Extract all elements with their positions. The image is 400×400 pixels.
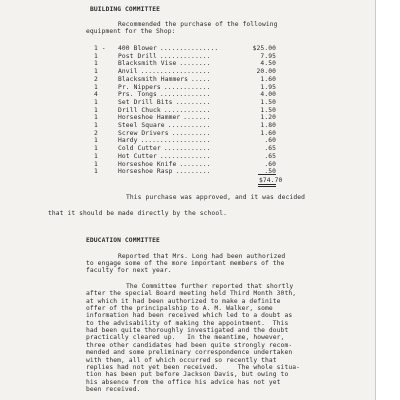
equipment-price: 1.60 <box>260 75 276 83</box>
equipment-item <box>118 114 211 121</box>
equipment-desc: Post Drill <box>118 52 157 60</box>
equipment-qty: 1 <box>94 145 98 153</box>
equipment-qty: 1 <box>94 152 98 160</box>
equipment-leader-dots: ......... <box>175 98 211 106</box>
equipment-qty: 1 <box>94 60 98 68</box>
equipment-item <box>118 76 211 83</box>
education-p2-line: been received. <box>86 385 141 393</box>
equipment-price: 4.00 <box>260 91 276 99</box>
equipment-qty: 1 <box>94 83 98 91</box>
equipment-item <box>118 145 211 152</box>
equipment-leader-dots: ............. <box>159 91 211 99</box>
education-p2-line: information had been received which led to a doubt as <box>86 312 293 320</box>
equipment-price: 4.50 <box>260 60 276 68</box>
education-p2-line: to the advisability of making the appointment. This <box>86 319 289 327</box>
education-p2-line: three other candidates had been quite strongly recom- <box>86 341 293 349</box>
equipment-desc: Blacksmith Vise <box>118 60 177 68</box>
education-p1-line-1: Reported that Mrs. Long had been authorized <box>118 253 286 260</box>
equipment-leader-dots: ......... <box>175 168 211 176</box>
equipment-price: .60 <box>264 160 276 168</box>
education-p2-line: with them, all of which occurred so recently that <box>86 356 277 364</box>
education-p2-line: replies had not yet been received. The whole situa- <box>86 363 301 371</box>
education-p2-line: mended and some preliminary correspondence undertaken <box>86 349 293 357</box>
approval-line-2: that it should be made directly by the school. <box>48 210 227 217</box>
equipment-desc: Blacksmith Hammers <box>118 75 189 83</box>
equipment-item <box>118 91 211 98</box>
building-intro-line-2: equipment for the Shop: <box>86 28 176 35</box>
equipment-qty: 2 <box>94 129 98 137</box>
equipment-total: $74.70 <box>259 177 283 184</box>
equipment-qty: 1 <box>94 68 98 76</box>
equipment-desc: 400 Blower <box>118 45 157 52</box>
equipment-price: 1.50 <box>260 106 276 114</box>
equipment-item <box>118 168 211 175</box>
equipment-leader-dots: ........ <box>179 60 211 68</box>
equipment-price: .65 <box>264 152 276 160</box>
equipment-desc: Set Drill Bits <box>118 98 173 106</box>
equipment-item <box>118 45 218 52</box>
equipment-price: 1.50 <box>260 98 276 106</box>
equipment-price: 1.20 <box>260 114 276 122</box>
education-p2-line: offer of the principalship to A. M. Walker, some <box>86 305 273 313</box>
equipment-desc: Prs. Tongs <box>118 91 157 99</box>
education-p2-line: The Committee further reported that shortly <box>126 283 294 290</box>
equipment-desc: Steel Square <box>118 122 165 129</box>
equipment-leader-dots: ........... <box>167 122 211 129</box>
equipment-leader-dots: ............ <box>163 145 211 153</box>
equipment-leader-dots: .................. <box>140 68 211 76</box>
equipment-leader-dots: ..... <box>191 75 211 83</box>
equipment-qty: 1 <box>94 160 98 168</box>
equipment-leader-dots: ............ <box>163 83 211 91</box>
equipment-leader-dots: ........ <box>179 160 211 168</box>
equipment-price: 7.95 <box>260 52 276 60</box>
equipment-leader-dots: ............. <box>159 52 211 60</box>
equipment-item <box>118 122 211 129</box>
total-rule <box>258 174 276 175</box>
equipment-item <box>118 107 211 114</box>
equipment-desc: Drill Chuck <box>118 106 161 114</box>
equipment-leader-dots: .......... <box>171 129 211 137</box>
total-double-rule <box>258 184 276 187</box>
equipment-item <box>118 53 211 60</box>
equipment-desc: Cold Cutter <box>118 145 161 153</box>
equipment-qty: 1 <box>94 168 98 176</box>
education-p2-line: at which it had been authorized to make a definite <box>86 297 281 305</box>
education-committee-heading: EDUCATION COMMITTEE <box>86 237 160 244</box>
equipment-price: 1.95 <box>260 83 276 91</box>
equipment-price: .50 <box>264 168 276 176</box>
equipment-qty: 1 - <box>94 45 106 52</box>
equipment-qty: 1 <box>94 122 98 129</box>
equipment-qty: 1 <box>94 114 98 122</box>
building-committee-heading: BUILDING COMMITTEE <box>90 6 161 13</box>
building-intro-line-1: Recommended the purchase of the following <box>118 21 278 28</box>
education-p2-line: had been quite thoroughly investigated and the doubt <box>86 327 289 335</box>
equipment-leader-dots: ............... <box>159 45 219 52</box>
equipment-item <box>118 130 211 137</box>
equipment-desc: Anvil <box>118 68 138 76</box>
education-p1-line-2: to engage some of the more important members of the <box>86 260 285 267</box>
page-edge <box>375 0 388 400</box>
equipment-desc: Horseshoe Knife <box>118 160 177 168</box>
equipment-leader-dots: ............. <box>159 152 211 160</box>
equipment-qty: 1 <box>94 52 98 60</box>
education-p2-line: after the special Board meeting held Third Month 30th, <box>86 290 297 298</box>
equipment-qty: 1 <box>94 137 98 145</box>
equipment-leader-dots: .................. <box>140 137 211 145</box>
equipment-item <box>118 60 211 67</box>
equipment-desc: Hardy <box>118 137 138 145</box>
equipment-desc: Screw Drivers <box>118 129 169 137</box>
equipment-item <box>118 161 211 168</box>
equipment-item <box>118 153 211 160</box>
equipment-leader-dots: ....... <box>183 114 211 122</box>
equipment-qty: 2 <box>94 75 98 83</box>
equipment-price: .65 <box>264 145 276 153</box>
equipment-item <box>118 68 211 75</box>
education-p2-line: tion has been put before Jackson Davis, but owing to <box>86 371 289 379</box>
equipment-qty: 1 <box>94 98 98 106</box>
equipment-desc: Horseshoe Rasp <box>118 168 173 176</box>
education-p2-line: his absence from the office his advice has not yet <box>86 378 281 386</box>
equipment-desc: Pr. Nippers <box>118 83 161 91</box>
education-p2-line: practically cleared up. In the meantime, however, <box>86 334 285 342</box>
equipment-qty: 1 <box>94 106 98 114</box>
equipment-price: .60 <box>264 137 276 145</box>
equipment-item <box>118 99 211 106</box>
equipment-price: $25.00 <box>252 45 276 52</box>
equipment-desc: Hot Cutter <box>118 152 157 160</box>
equipment-item <box>118 84 211 91</box>
equipment-leader-dots: ............ <box>163 106 211 114</box>
equipment-price: 1.80 <box>260 122 276 129</box>
equipment-desc: Horseshoe Hammer <box>118 114 181 122</box>
equipment-qty: 4 <box>94 91 98 99</box>
education-p1-line-3: faculty for next year. <box>86 267 172 274</box>
equipment-price: 20.00 <box>256 68 276 76</box>
equipment-item <box>118 137 211 144</box>
approval-line-1: This purchase was approved, and it was decided <box>126 194 305 201</box>
equipment-price: 1.60 <box>260 129 276 137</box>
